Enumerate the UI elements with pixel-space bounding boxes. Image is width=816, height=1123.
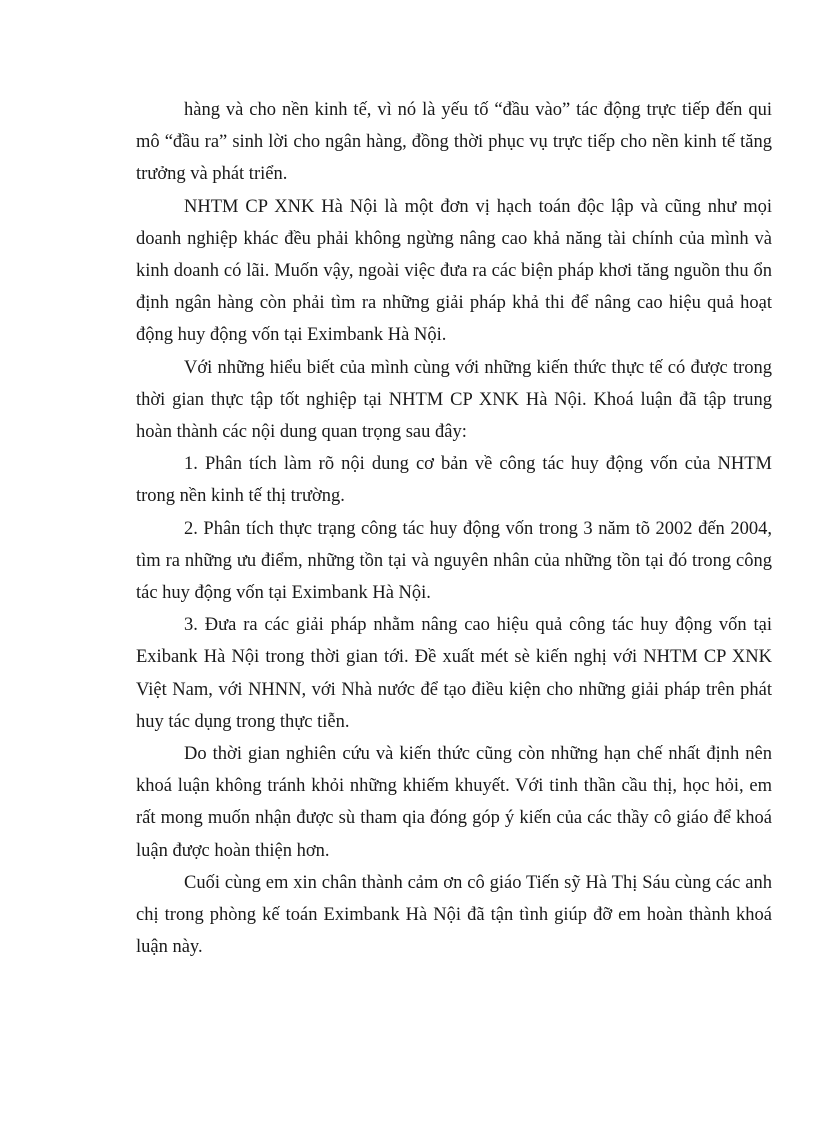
paragraph-4: 1. Phân tích làm rõ nội dung cơ bản về công tác huy động vốn của NHTM trong nền kinh tế thị trường.: [136, 454, 772, 507]
paragraph-7: Do thời gian nghiên cứu và kiến thức cũng còn những hạn chế nhất định nên khoá luận không tránh khỏi những khiếm khuyết. Với tinh thần cầu thị, học hỏi, em rất mong muốn nhận được sù tham qia đóng góp ý kiến của các thầy cô giáo để khoá luận được hoàn thiện hơn.: [136, 744, 772, 861]
paragraph-1: hàng và cho nền kinh tế, vì nó là yếu tố “đầu vào” tác động trực tiếp đến qui mô “đầu ra” sinh lời cho ngân hàng, đồng thời phục vụ trực tiếp cho nền kinh tế tăng trưởng và phát triển.: [136, 100, 772, 185]
paragraph-6: 3. Đưa ra các giải pháp nhằm nâng cao hiệu quả công tác huy động vốn tại Exibank Hà Nội trong thời gian tới. Đề xuất mét sè kiến nghị với NHTM CP XNK Việt Nam, với NHNN, với Nhà nước để tạo điều kiện cho những giải pháp trên phát huy tác dụng trong thực tiễn.: [136, 615, 772, 732]
paragraph-3: Với những hiểu biết của mình cùng với những kiến thức thực tế có được trong thời gian thực tập tốt nghiệp tại NHTM CP XNK Hà Nội. Khoá luận đã tập trung hoàn thành các nội dung quan trọng sau đây:: [136, 357, 772, 443]
document-body: [136, 94, 772, 963]
paragraph-5: 2. Phân tích thực trạng công tác huy động vốn trong 3 năm tõ 2002 đến 2004, tìm ra những ưu điểm, những tồn tại và nguyên nhân của những tồn tại đó trong công tác huy động vốn tại Eximbank Hà Nội.: [136, 518, 772, 604]
paragraph-8: Cuối cùng em xin chân thành cảm ơn cô giáo Tiến sỹ Hà Thị Sáu cùng các anh chị trong phòng kế toán Eximbank Hà Nội đã tận tình giúp đỡ em hoàn thành khoá luận này.: [136, 872, 772, 958]
paragraph-2: NHTM CP XNK Hà Nội là một đơn vị hạch toán độc lập và cũng như mọi doanh nghiệp khác đều phải không ngừng nâng cao khả năng tài chính của mình và kinh doanh có lãi. Muốn vậy, ngoài việc đưa ra các biện pháp khơi tăng nguồn thu ổn định ngân hàng còn phải tìm ra những giải pháp khả thi để nâng cao hiệu quả hoạt động huy động vốn tại Eximbank Hà Nội.: [136, 196, 772, 346]
